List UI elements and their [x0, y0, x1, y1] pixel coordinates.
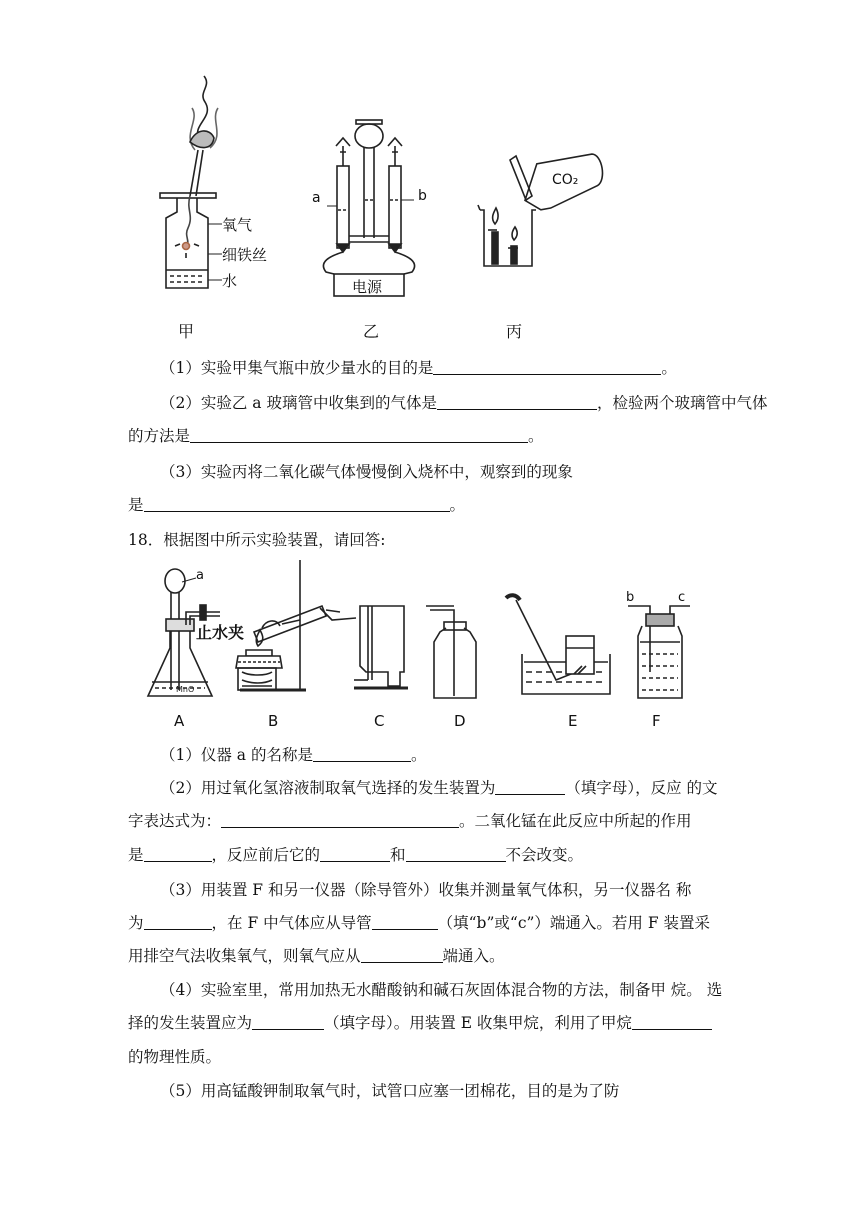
- q18-title: 18．根据图中所示实验装置，请回答:: [128, 531, 386, 549]
- caption-E: E: [568, 712, 578, 730]
- answer-blank[interactable]: [313, 745, 411, 762]
- answer-blank[interactable]: [320, 845, 390, 862]
- label-tube-c-F: c: [678, 590, 686, 605]
- q18-part-2: （2）用过氧化氢溶液制取氧气选择的发生装置为 （填字母），反应 的文: [160, 779, 718, 797]
- q18-part-2-cont: 字表达式为： 。二氧化锰在此反应中所起的作用: [128, 812, 692, 830]
- answer-blank[interactable]: [372, 913, 438, 930]
- label-iron-wire: 细铁丝: [222, 246, 268, 264]
- answer-blank[interactable]: [495, 778, 565, 795]
- caption-B: B: [268, 712, 279, 730]
- label-oxygen: 氧气: [222, 216, 253, 234]
- q17-part-2: （2）实验乙 a 玻璃管中收集到的气体是 ，检验两个玻璃管中气体: [160, 394, 768, 412]
- answer-blank[interactable]: [221, 811, 459, 828]
- q18-part-5: （5）用高锰酸钾制取氧气时，试管口应塞一团棉花，目的是为了防: [160, 1082, 620, 1100]
- apparatus-D: [426, 606, 476, 698]
- apparatus-E: [506, 595, 610, 694]
- apparatus-C: [354, 606, 408, 688]
- label-tube-a: a: [312, 190, 321, 206]
- caption-yi: 乙: [363, 322, 380, 341]
- caption-F: F: [652, 712, 661, 730]
- label-power-source: 电源: [352, 278, 383, 296]
- caption-jia: 甲: [178, 322, 195, 341]
- label-tube-b-F: b: [626, 590, 635, 605]
- q17-part-3-cont: 是 。: [128, 496, 466, 514]
- answer-blank[interactable]: [144, 845, 212, 862]
- caption-C: C: [374, 712, 385, 730]
- label-instrument-a: a: [196, 568, 204, 583]
- q18-part-4-cont2: 的物理性质。: [128, 1048, 222, 1066]
- answer-blank[interactable]: [406, 845, 506, 862]
- label-water: 水: [222, 272, 238, 290]
- q17-part-1: （1）实验甲集气瓶中放少量水的目的是 。: [160, 359, 677, 377]
- q18-part-3-cont: 为 ，在 F 中气体应从导管 （填“b”或“c”）端通入。若用 F 装置采: [128, 914, 711, 932]
- answer-blank[interactable]: [252, 1013, 324, 1030]
- caption-A: A: [174, 712, 185, 730]
- svg-text:MnO: MnO: [176, 685, 195, 694]
- label-co2: CO₂: [552, 172, 579, 188]
- label-tube-b: b: [418, 188, 427, 204]
- apparatus-B: [236, 560, 356, 690]
- q18-part-3-cont2: 用排空气法收集氧气，则氧气应从 端通入。: [128, 947, 505, 965]
- q17-part-3: （3）实验丙将二氧化碳气体慢慢倒入烧杯中，观察到的现象: [160, 463, 573, 481]
- label-water-clamp: 止水夹: [196, 623, 245, 642]
- caption-bing: 丙: [506, 322, 523, 341]
- q18-part-1: （1）仪器 a 的名称是 。: [160, 746, 427, 764]
- q18-part-2-cont2: 是 ，反应前后它的 和 不会改变。: [128, 846, 584, 864]
- answer-blank[interactable]: [361, 946, 443, 963]
- answer-blank[interactable]: [144, 913, 212, 930]
- caption-D: D: [454, 712, 466, 730]
- q18-part-3: （3）用装置 F 和另一仪器（除导管外）收集并测量氧气体积，另一仪器名 称: [160, 881, 692, 899]
- answer-blank[interactable]: [632, 1013, 712, 1030]
- q18-part-4-cont: 择的发生装置应为 （填字母）。用装置 E 收集甲烷，利用了甲烷: [128, 1012, 712, 1034]
- apparatus-F: [628, 606, 690, 698]
- q18-part-4: （4）实验室里，常用加热无水醋酸钠和碱石灰固体混合物的方法，制备甲 烷。 选: [160, 981, 723, 999]
- q17-part-2-cont: 的方法是 。: [128, 427, 544, 445]
